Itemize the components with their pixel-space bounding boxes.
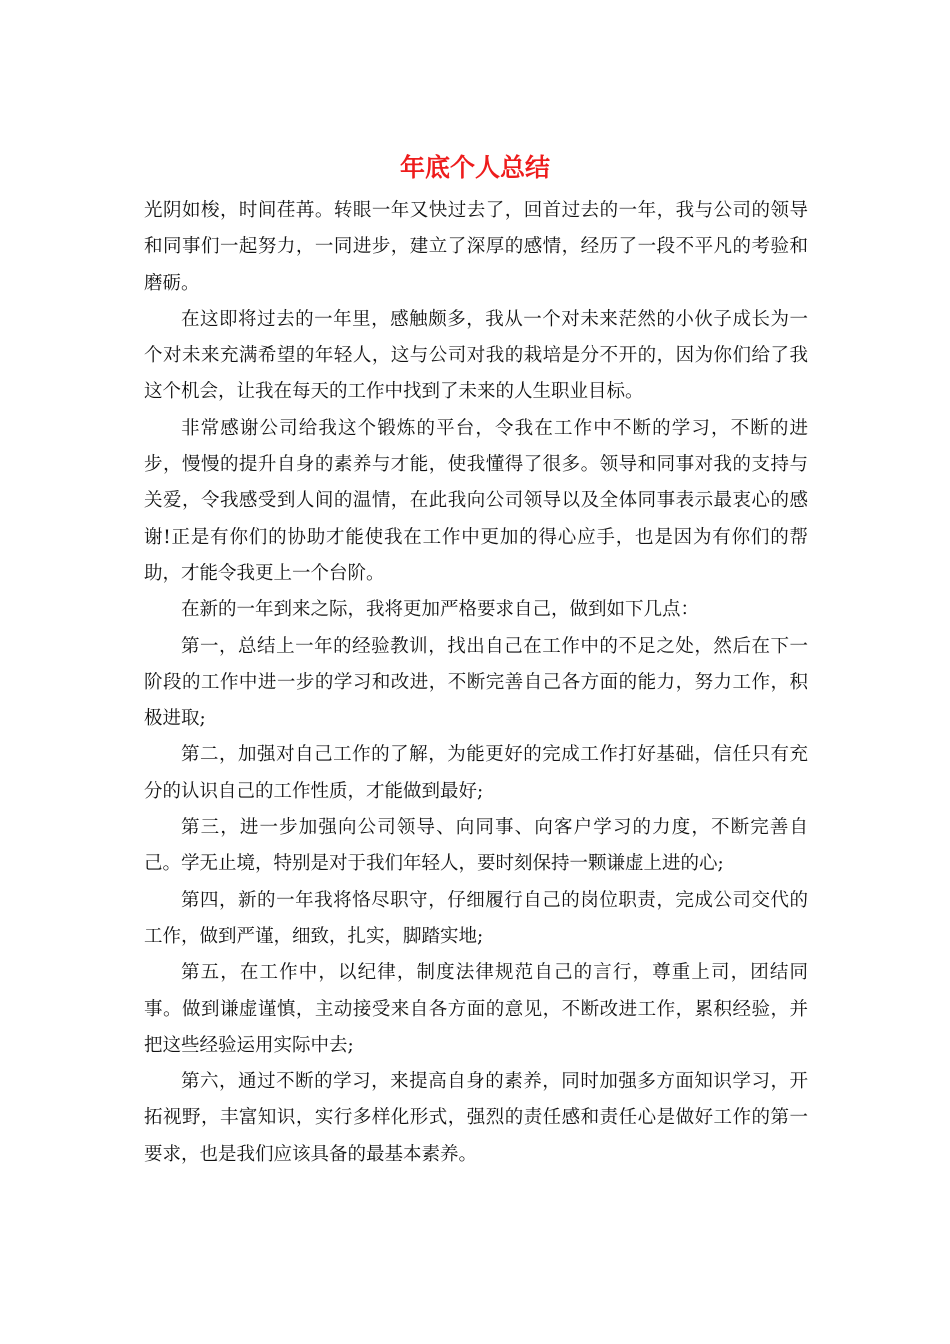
point-2: 第二，加强对自己工作的了解，为能更好的完成工作打好基础，信任只有充分的认识自己的工作性质，才能做到最好;: [144, 744, 808, 802]
paragraph-3: 非常感谢公司给我这个锻炼的平台，令我在工作中不断的学习，不断的进步，慢慢的提升自身的素养与才能，使我懂得了很多。领导和同事对我的支持与关爱，令我感受到人间的温情，在此我向公司领导以及全体同事表示最衷心的感谢!正是有你们的协助才能使我在工作中更加的得心应手，也是因为有你们的帮助，才能令我更上一个台阶。: [144, 417, 808, 584]
paragraph-2: 在这即将过去的一年里，感触颇多，我从一个对未来茫然的小伙子成长为一个对未来充满希望的年轻人，这与公司对我的栽培是分不开的，因为你们给了我这个机会，让我在每天的工作中找到了未来的人生职业目标。: [144, 308, 808, 403]
point-4: 第四，新的一年我将恪尽职守，仔细履行自己的岗位职责，完成公司交代的工作，做到严谨，细致，扎实，脚踏实地;: [144, 889, 808, 947]
document-title: 年底个人总结: [399, 153, 550, 182]
point-5: 第五，在工作中，以纪律，制度法律规范自己的言行，尊重上司，团结同事。做到谦虚谨慎，主动接受来自各方面的意见，不断改进工作，累积经验，并把这些经验运用实际中去;: [144, 962, 808, 1056]
paragraph-4: 在新的一年到来之际，我将更加严格要求自己，做到如下几点：: [181, 599, 700, 621]
paragraph-1: 光阴如梭，时间荏苒。转眼一年又快过去了，回首过去的一年，我与公司的领导和同事们一起努力，一同进步，建立了深厚的感情，经历了一段不平凡的考验和磨砺。: [144, 200, 808, 294]
point-3: 第三，进一步加强向公司领导、向同事、向客户学习的力度，不断完善自己。学无止境，特别是对于我们年轻人，要时刻保持一颗谦虚上进的心;: [144, 817, 808, 875]
document-body: [144, 193, 808, 1173]
point-6: 第六，通过不断的学习，来提高自身的素养，同时加强多方面知识学习，开拓视野，丰富知识，实行多样化形式，强烈的责任感和责任心是做好工作的第一要求，也是我们应该具备的最基本素养。: [144, 1071, 808, 1165]
point-1: 第一，总结上一年的经验教训，找出自己在工作中的不足之处，然后在下一阶段的工作中进一步的学习和改进，不断完善自己各方面的能力，努力工作，积极进取;: [144, 635, 808, 730]
